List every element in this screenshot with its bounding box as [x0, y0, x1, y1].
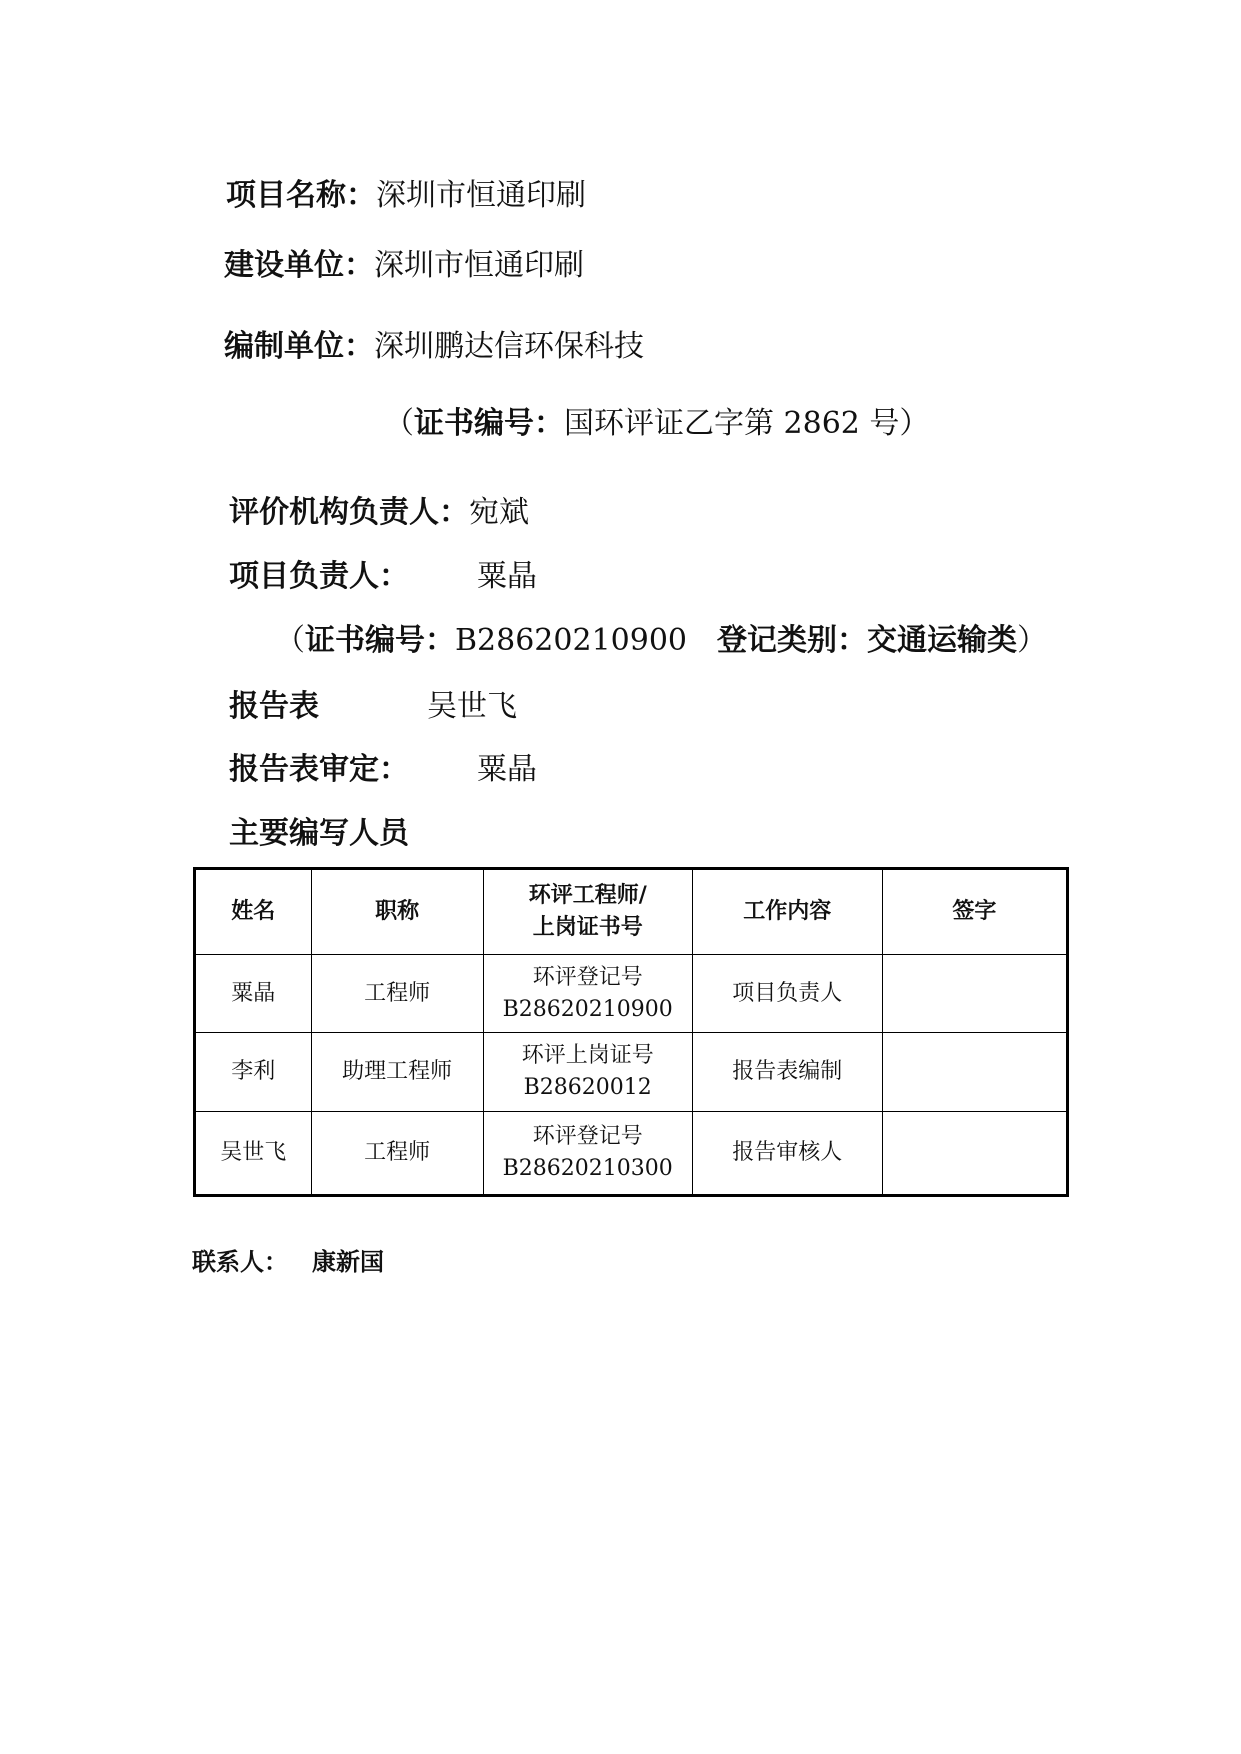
main-writers-heading: 主要编写人员 — [229, 816, 409, 851]
table-row — [195, 1033, 1068, 1112]
report-review-line — [229, 750, 537, 790]
cell-work: 项目负责人 — [692, 955, 882, 1033]
cell-certificate-number: B28620012 — [523, 1075, 652, 1100]
cell-title: 工程师 — [311, 1112, 483, 1196]
cell-signature — [882, 955, 1067, 1033]
cell-certificate-type: 环评登记号 — [532, 964, 643, 990]
cell-certificate-number: B28620210300 — [502, 1156, 673, 1181]
header-work: 工作内容 — [692, 869, 882, 955]
table-row — [195, 1112, 1068, 1196]
header-certificate-line1: 环评工程师/ — [528, 883, 647, 908]
cell-work: 报告表编制 — [692, 1033, 882, 1112]
project-lead-value: 粟晶 — [477, 559, 537, 594]
cell-work: 报告审核人 — [692, 1112, 882, 1196]
table-row — [195, 955, 1068, 1033]
lead-certificate-value: B28620210900 — [455, 623, 688, 658]
compiling-unit-label: 编制单位： — [224, 329, 374, 364]
header-certificate — [483, 869, 692, 955]
header-name: 姓名 — [195, 869, 312, 955]
report-form-label: 报告表 — [229, 689, 319, 724]
registration-category: 登记类别：交通运输类 — [717, 623, 1018, 658]
agency-head-label: 评价机构负责人： — [229, 495, 469, 530]
unit-certificate-value: 国环评证乙字第 2862 号 — [564, 406, 900, 441]
header-signature: 签字 — [882, 869, 1067, 955]
open-paren: （ — [384, 406, 414, 441]
contact-label: 联系人： — [192, 1248, 288, 1276]
compiling-unit-line — [224, 327, 644, 367]
cell-certificate — [483, 955, 692, 1033]
cell-certificate-type: 环评登记号 — [532, 1124, 643, 1149]
cell-name: 李利 — [195, 1033, 312, 1112]
agency-head-value: 宛斌 — [469, 495, 529, 530]
contact-line — [192, 1246, 384, 1278]
lead-certificate-label: 证书编号： — [305, 623, 455, 658]
project-name-line — [226, 176, 586, 216]
cell-title: 工程师 — [311, 955, 483, 1033]
cell-title: 助理工程师 — [311, 1033, 483, 1112]
contact-value: 康新国 — [312, 1248, 384, 1276]
close-paren: ） — [1017, 623, 1048, 658]
agency-head-line — [229, 493, 529, 533]
cell-signature — [882, 1033, 1067, 1112]
project-name-value: 深圳市恒通印刷 — [376, 178, 586, 213]
report-review-label: 报告表审定： — [229, 752, 409, 787]
cell-name: 粟晶 — [195, 955, 312, 1033]
unit-certificate-line — [384, 404, 929, 444]
project-name-label: 项目名称： — [226, 178, 376, 213]
table-header-row — [195, 869, 1068, 955]
compiling-unit-value: 深圳鹏达信环保科技 — [374, 329, 644, 364]
header-certificate-line2: 上岗证书号 — [532, 915, 643, 940]
cell-certificate-number: B28620210900 — [502, 996, 673, 1022]
report-form-line — [229, 687, 517, 727]
project-lead-label: 项目负责人： — [229, 559, 409, 594]
construction-unit-line — [224, 246, 584, 286]
project-lead-line — [229, 557, 537, 597]
close-paren: ） — [899, 406, 930, 441]
lead-certificate-line — [275, 621, 1047, 661]
cell-certificate — [483, 1033, 692, 1112]
unit-certificate-label: 证书编号： — [414, 406, 564, 441]
cell-signature — [882, 1112, 1067, 1196]
cell-name: 吴世飞 — [195, 1112, 312, 1196]
cell-certificate — [483, 1112, 692, 1196]
open-paren: （ — [275, 623, 305, 658]
staff-table — [193, 867, 1069, 1197]
report-form-value: 吴世飞 — [427, 689, 517, 724]
cell-certificate-type: 环评上岗证号 — [521, 1043, 654, 1068]
construction-unit-value: 深圳市恒通印刷 — [374, 248, 584, 283]
construction-unit-label: 建设单位： — [224, 248, 374, 283]
report-review-value: 粟晶 — [477, 752, 537, 787]
header-title: 职称 — [311, 869, 483, 955]
